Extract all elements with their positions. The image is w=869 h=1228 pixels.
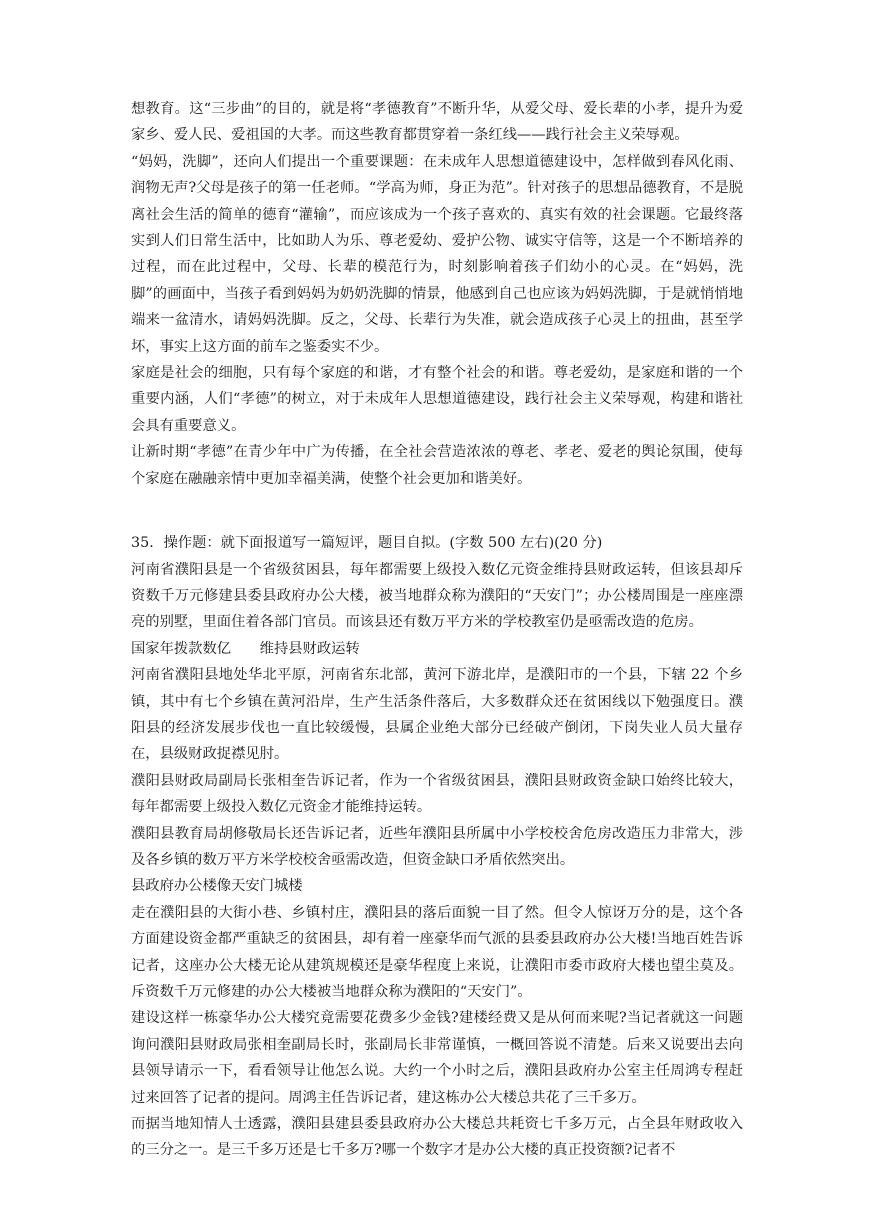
paragraph: “妈妈，洗脚”，还向人们提出一个重要课题：在未成年人思想道德建设中，怎样做到春风化雨、润物无声?父母是孩子的第一任老师。“学高为师，身正为范”。针对孩子的思想品德教育，不是脱离社会生活的简单的德育“灌输”，而应该成为一个孩子喜欢的、真实有效的社会课题。它最终落实到人们日常生活中，比如助人为乐、尊老爱幼、爱护公物、诚实守信等，这是一个不断培养的过程，而在此过程中，父母、长辈的模范行为，时刻影响着孩子们幼小的心灵。在“妈妈，洗脚”的画面中，当孩子看到妈妈为奶奶洗脚的情景，他感到自己也应该为妈妈洗脚，于是就悄悄地端来一盆清水，请妈妈洗脚。反之，父母、长辈行为失准，就会造成孩子心灵上的扭曲，甚至学坏，事实上这方面的前车之鉴委实不少。	[131, 153, 743, 355]
paragraph: 让新时期“孝德”在青少年中广为传播，在全社会营造浓浓的尊老、孝老、爱老的舆论氛围，使每个家庭在融融亲情中更加幸福美满，使整个社会更加和谐美好。	[131, 444, 743, 487]
document-page	[131, 96, 743, 1164]
section-question-35	[131, 530, 743, 1164]
paragraph: 建设这样一栋豪华办公大楼究竟需要花费多少金钱?建楼经费又是从何而来呢?当记者就这一问题询问濮阳县财政局张相奎副局长时，张副局长非常谨慎，一概回答说不清楚。后来又说要出去向县领导请示一下，看看领导让他怎么说。大约一个小时之后，濮阳县政府办公室主任周鸿专程赶过来回答了记者的提问。周鸿主任告诉记者，建这栋办公大楼总共花了三千多万。	[131, 1010, 743, 1106]
report-subheading: 国家年拨款数亿 维持县财政运转	[131, 640, 360, 657]
paragraph: 而据当地知情人士透露，濮阳县建县委县政府办公大楼总共耗资七千多万元，占全县年财政收入的三分之一。是三千多万还是七千多万?哪一个数字才是办公大楼的真正投资额?记者不	[131, 1116, 743, 1159]
section-filial-piety-essay	[131, 96, 743, 492]
section-spacer	[131, 492, 743, 530]
paragraph: 走在濮阳县的大街小巷、乡镇村庄，濮阳县的落后面貌一目了然。但令人惊讶万分的是，这个各方面建设资金都严重缺乏的贫困县，却有着一座豪华而气派的县委县政府办公大楼!当地百姓告诉记者，这座办公大楼无论从建筑规模还是豪华程度上来说，让濮阳市委市政府大楼也望尘莫及。斥资数千万元修建的办公大楼被当地群众称为濮阳的“天安门”。	[131, 904, 743, 1000]
paragraph: 濮阳县教育局胡修敬局长还告诉记者，近些年濮阳县所属中小学校校舍危房改造压力非常大，涉及各乡镇的数万平方米学校校舍亟需改造，但资金缺口矛盾依然突出。	[131, 825, 743, 868]
paragraph: 濮阳县财政局副局长张相奎告诉记者，作为一个省级贫困县，濮阳县财政资金缺口始终比较大，每年都需要上级投入数亿元资金才能维持运转。	[131, 772, 743, 816]
paragraph: 想教育。这“三步曲”的目的，就是将“孝德教育”不断升华，从爱父母、爱长辈的小孝，提升为爱家乡、爱人民、爱祖国的大孝。而这些教育都贯穿着一条红线——践行社会主义荣辱观。	[131, 101, 743, 144]
report-subheading: 县政府办公楼像天安门城楼	[131, 878, 303, 895]
report-intro: 河南省濮阳县是一个省级贫困县，每年都需要上级投入数亿元资金维持县财政运转，但该县却斥资数千万元修建县委县政府办公大楼，被当地群众称为濮阳的“天安门”；办公楼周围是一座座漂亮的别墅，里面住着各部门官员。而该县还有数万平方米的学校教室仍是亟需改造的危房。	[131, 561, 743, 631]
paragraph: 河南省濮阳县地处华北平原，河南省东北部，黄河下游北岸，是濮阳市的一个县，下辖 22 个乡镇，其中有七个乡镇在黄河沿岸，生产生活条件落后，大多数群众还在贫困线以下勉强度日。濮阳县的经济发展步伐也一直比较缓慢，县属企业绝大部分已经破产倒闭，下岗失业人员大量存在，县级财政捉襟见肘。	[131, 667, 743, 763]
question-prompt: 35．操作题：就下面报道写一篇短评，题目自拟。(字数 500 左右)(20 分)	[131, 535, 603, 552]
paragraph: 家庭是社会的细胞，只有每个家庭的和谐，才有整个社会的和谐。尊老爱幼，是家庭和谐的一个重要内涵，人们“孝德”的树立，对于未成年人思想道德建设，践行社会主义荣辱观，构建和谐社会具有重要意义。	[131, 365, 743, 434]
